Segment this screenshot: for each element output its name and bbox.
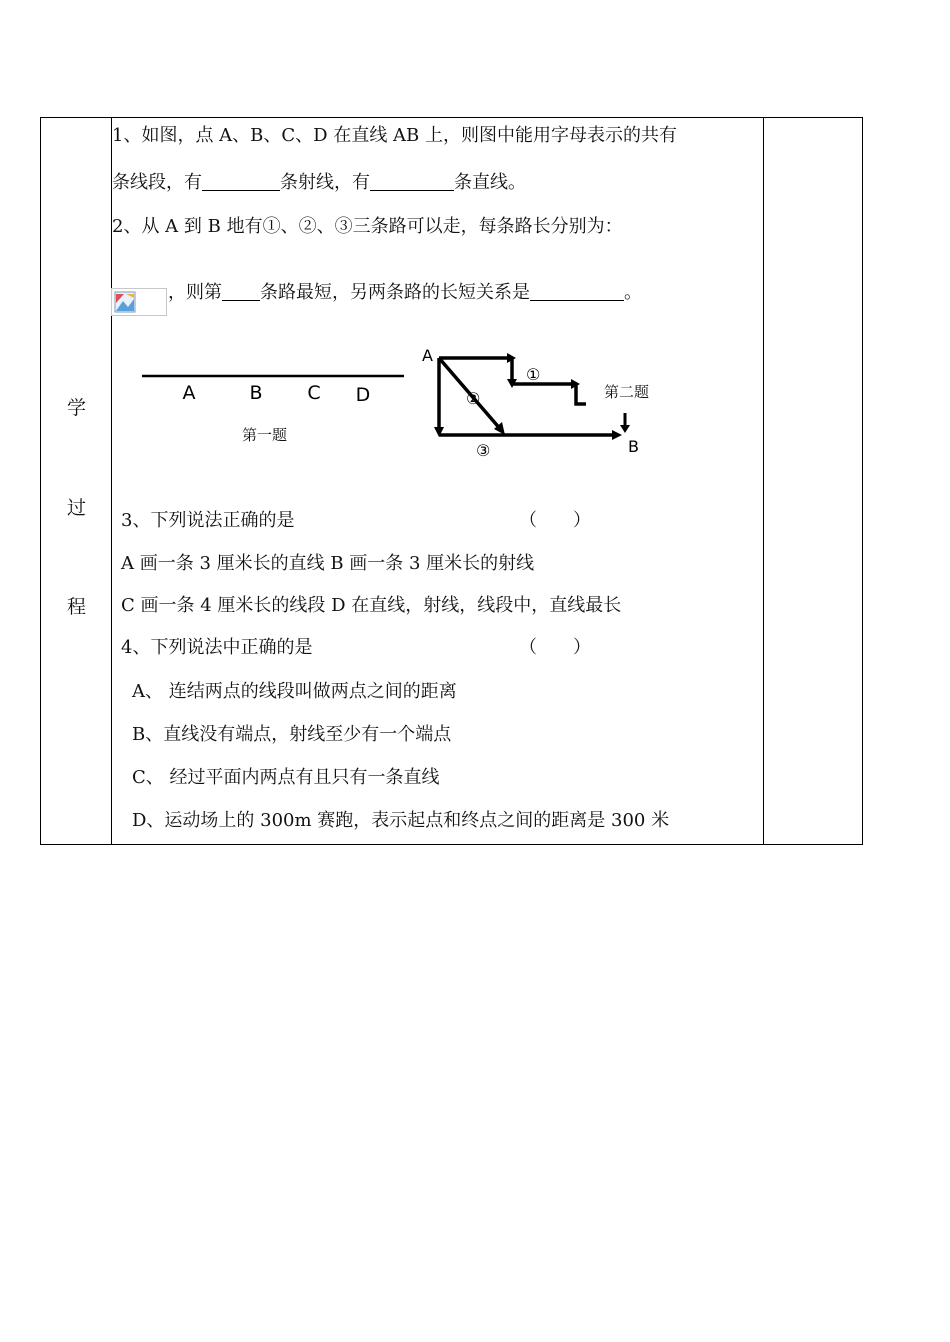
q1-blank-rays[interactable]	[202, 172, 280, 191]
figure1-point-c: C	[307, 382, 321, 404]
q1-line1: 1、如图，点 A、B、C、D 在直线 AB 上，则图中能用字母表示的共有	[112, 125, 677, 146]
side-label-char-3: 程	[66, 596, 86, 618]
q3-stem: 3、下列说法正确的是	[121, 510, 295, 531]
route3-arrowhead-right	[612, 430, 622, 440]
q4-stem: 4、下列说法中正确的是	[121, 637, 313, 658]
q2-text-a: ，则第	[168, 282, 222, 303]
q4-answer-paren[interactable]: （ ）	[519, 637, 591, 658]
broken-image-icon	[114, 291, 136, 313]
figure2-caption: 第二题	[604, 383, 650, 401]
figure1-point-b: B	[249, 382, 263, 404]
q2-text-b: 条路最短，另两条路的长短关系是	[260, 282, 530, 303]
q4-option-c: C、 经过平面内两点有且只有一条直线	[132, 767, 440, 788]
route1-segment-4	[576, 384, 586, 404]
q1-text-a: 条线段，有	[112, 172, 202, 193]
q1-text-b: 条射线，有	[280, 172, 370, 193]
q3-answer-paren[interactable]: （ ）	[519, 510, 591, 531]
q4-option-d: D、运动场上的 300m 赛跑，表示起点和终点之间的距离是 300 米	[132, 810, 670, 831]
end-marker-arrowhead	[620, 425, 630, 433]
figure1-caption: 第一题	[242, 426, 288, 444]
q1-text-c: 条直线。	[454, 172, 526, 193]
figure1-point-d: D	[355, 384, 371, 406]
q1-line2	[112, 168, 526, 194]
q3-options-cd: C 画一条 4 厘米长的线段 D 在直线，射线，线段中，直线最长	[121, 595, 622, 616]
figure2-label-route2: ②	[466, 389, 481, 408]
figure2-label-a: A	[422, 346, 433, 365]
broken-image-placeholder	[111, 288, 167, 316]
figure1-line-diagram	[138, 360, 408, 410]
figure2-label-b: B	[628, 437, 639, 456]
q1-blank-lines[interactable]	[370, 172, 454, 191]
q2-blank-shortest[interactable]	[222, 282, 260, 301]
figure1-point-a: A	[182, 382, 196, 404]
q3-options-ab: A 画一条 3 厘米长的直线 B 画一条 3 厘米长的射线	[121, 553, 535, 574]
side-label-column	[41, 118, 112, 844]
notes-column	[763, 118, 863, 844]
q2-line2	[168, 278, 642, 304]
figure2-label-route3: ③	[476, 441, 491, 460]
side-label-char-1: 学	[66, 397, 86, 419]
figure2-route-diagram	[418, 340, 648, 465]
q2-text-c: 。	[624, 282, 642, 303]
q2-blank-relation[interactable]	[530, 282, 624, 301]
q4-option-b: B、直线没有端点，射线至少有一个端点	[132, 724, 452, 745]
q2-line1: 2、从 A 到 B 地有①、②、③三条路可以走，每条路长分别为：	[112, 216, 623, 237]
side-label-char-2: 过	[66, 497, 86, 519]
q4-option-a: A、 连结两点的线段叫做两点之间的距离	[132, 681, 457, 702]
figure2-label-route1: ①	[526, 365, 541, 384]
